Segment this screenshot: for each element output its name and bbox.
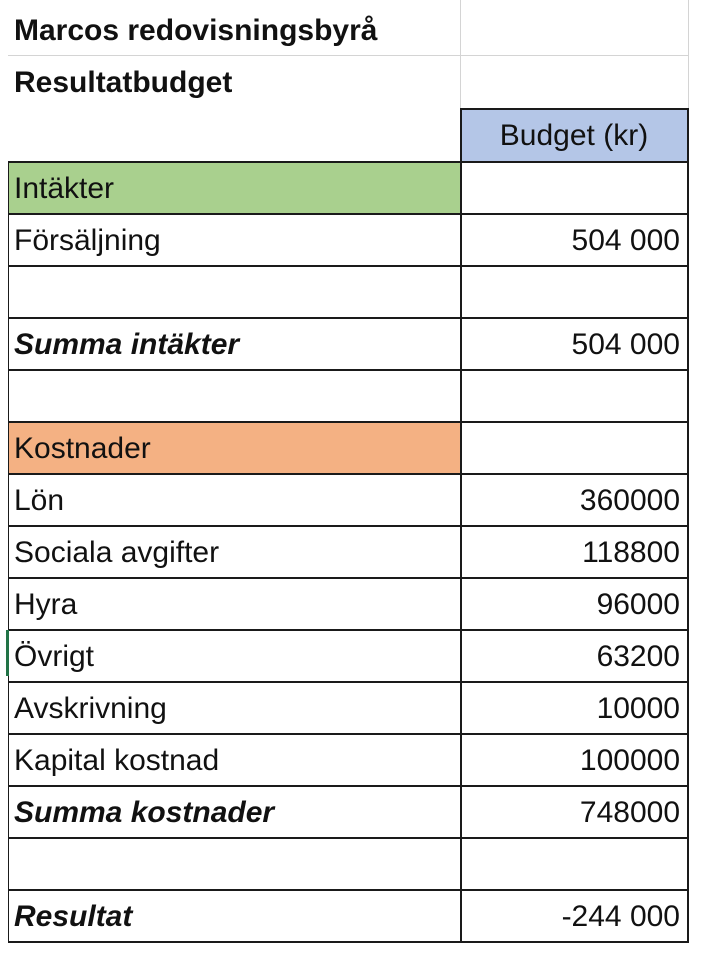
row-label-avskrivning[interactable]: Avskrivning	[14, 692, 167, 725]
row-label-ovrigt[interactable]: Övrigt	[14, 640, 95, 673]
table-row	[0, 579, 702, 631]
table-row	[0, 891, 702, 943]
row-value-resultat[interactable]: -244 000	[561, 900, 680, 933]
table-row	[0, 475, 702, 527]
income-heading-row	[0, 163, 702, 215]
costs-heading-row	[0, 423, 702, 475]
row-label-hyra[interactable]: Hyra	[14, 588, 78, 621]
table-row	[0, 319, 702, 371]
costs-heading[interactable]: Kostnader	[14, 432, 151, 465]
income-heading[interactable]: Intäkter	[14, 172, 115, 205]
selection-marker	[6, 630, 9, 676]
row-value-summa-intakter[interactable]: 504 000	[571, 328, 680, 361]
table-row	[0, 215, 702, 267]
table-row	[0, 683, 702, 735]
row-label-sociala-avgifter[interactable]: Sociala avgifter	[14, 536, 220, 569]
report-title[interactable]: Resultatbudget	[14, 66, 233, 99]
table-row	[0, 527, 702, 579]
company-name[interactable]: Marcos redovisningsbyrå	[14, 14, 378, 47]
row-value-ovrigt[interactable]: 63200	[596, 640, 680, 673]
row-label-lon[interactable]: Lön	[14, 484, 65, 517]
budget-column-header[interactable]: Budget (kr)	[499, 119, 649, 152]
row-value-forsaljning[interactable]: 504 000	[571, 224, 680, 257]
row-label-kapital-kostnad[interactable]: Kapital kostnad	[14, 744, 220, 777]
row-value-summa-kostnader[interactable]: 748000	[579, 796, 680, 829]
header-row	[0, 110, 702, 162]
row-value-hyra[interactable]: 96000	[596, 588, 680, 621]
row-label-summa-intakter[interactable]: Summa intäkter	[14, 328, 240, 361]
report-title-row	[0, 57, 702, 109]
row-value-lon[interactable]: 360000	[579, 484, 680, 517]
row-label-forsaljning[interactable]: Försäljning	[14, 224, 161, 257]
table-row	[0, 787, 702, 839]
row-label-resultat[interactable]: Resultat	[14, 900, 133, 933]
table-row	[0, 631, 702, 683]
title-row	[0, 5, 702, 57]
table-row	[0, 735, 702, 787]
row-value-kapital-kostnad[interactable]: 100000	[579, 744, 680, 777]
row-label-summa-kostnader[interactable]: Summa kostnader	[14, 796, 275, 829]
row-value-avskrivning[interactable]: 10000	[596, 692, 680, 725]
row-value-sociala-avgifter[interactable]: 118800	[582, 536, 680, 569]
